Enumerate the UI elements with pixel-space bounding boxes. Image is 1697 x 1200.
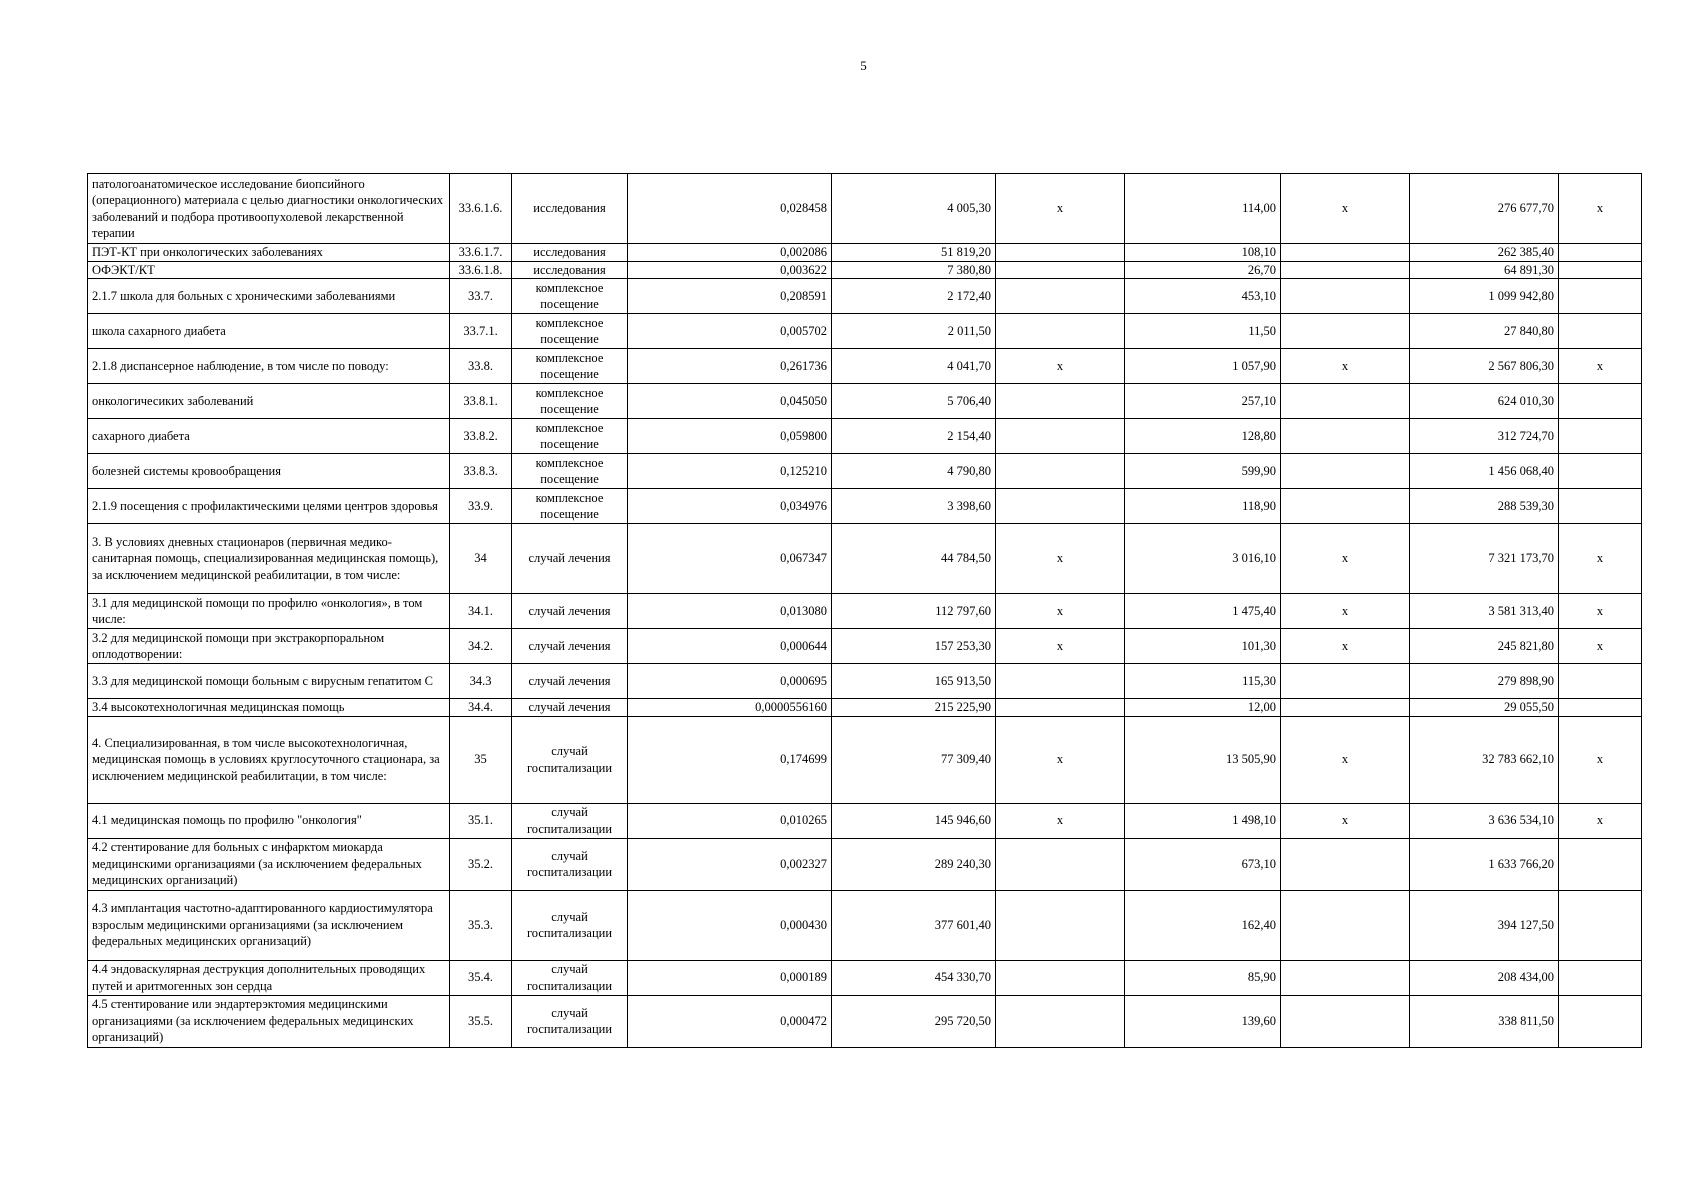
table-cell: 257,10 [1125,384,1281,419]
table-cell: 1 456 068,40 [1410,454,1559,489]
table-cell: 2 011,50 [832,314,996,349]
table-cell [996,244,1125,262]
table-cell: х [996,349,1125,384]
table-cell: 453,10 [1125,279,1281,314]
table-cell: 33.7. [450,279,512,314]
table-cell: 0,010265 [628,803,832,838]
table-cell: 33.7.1. [450,314,512,349]
table-cell: 4. Специализированная, в том числе высокотехнологичная, медицинская помощь в условиях круглосуточного стационара, за исключением медицинской реабилитации, в том числе: [88,716,450,803]
table-cell: 145 946,60 [832,803,996,838]
table-cell: х [1559,174,1642,244]
table-cell: х [1559,594,1642,629]
table-cell [1559,384,1642,419]
table-cell: болезней системы кровообращения [88,454,450,489]
tariff-table [87,173,1642,1048]
table-cell [1559,261,1642,279]
table-cell: 624 010,30 [1410,384,1559,419]
table-cell [1281,384,1410,419]
table-cell [1559,838,1642,890]
table-cell: 1 057,90 [1125,349,1281,384]
table-cell: 128,80 [1125,419,1281,454]
table-cell: 35.4. [450,960,512,995]
table-cell: 0,005702 [628,314,832,349]
table-cell: 288 539,30 [1410,489,1559,524]
table-cell: ОФЭКТ/КТ [88,261,450,279]
table-cell: исследования [512,244,628,262]
table-cell: комплексное посещение [512,384,628,419]
table-row [88,594,1642,629]
table-cell [996,489,1125,524]
table-row [88,838,1642,890]
table-cell: 208 434,00 [1410,960,1559,995]
table-cell: 29 055,50 [1410,699,1559,717]
table-cell: х [996,594,1125,629]
table-row [88,489,1642,524]
table-cell: 0,002086 [628,244,832,262]
table-cell: 0,067347 [628,524,832,594]
table-cell: 101,30 [1125,629,1281,664]
table-cell: х [1281,629,1410,664]
table-cell: 33.6.1.7. [450,244,512,262]
table-row [88,803,1642,838]
table-cell: 34 [450,524,512,594]
table-cell: 3 636 534,10 [1410,803,1559,838]
table-cell [1559,489,1642,524]
table-cell: случай госпитализации [512,803,628,838]
table-cell: 4.5 стентирование или эндартерэктомия медицинскими организациями (за исключением федеральных медицинских организаций) [88,995,450,1047]
table-cell: 85,90 [1125,960,1281,995]
table-cell: 0,000644 [628,629,832,664]
table-cell [996,890,1125,960]
table-cell: х [996,174,1125,244]
table-cell: х [996,524,1125,594]
table-cell: 162,40 [1125,890,1281,960]
page-number: 5 [860,58,867,73]
table-cell: исследования [512,261,628,279]
table-cell [1559,960,1642,995]
table-cell: случай госпитализации [512,960,628,995]
table-cell: 0,002327 [628,838,832,890]
table-row [88,699,1642,717]
table-cell: х [1281,524,1410,594]
table-cell: 377 601,40 [832,890,996,960]
table-cell: онкологичесиких заболеваний [88,384,450,419]
table-row [88,314,1642,349]
table-cell: 33.9. [450,489,512,524]
table-cell: 34.4. [450,699,512,717]
table-cell: 33.6.1.6. [450,174,512,244]
table-row [88,664,1642,699]
table-cell: 245 821,80 [1410,629,1559,664]
table-cell: х [1559,803,1642,838]
table-cell: х [1559,716,1642,803]
table-cell: х [1281,803,1410,838]
table-cell: 35.5. [450,995,512,1047]
table-cell [1281,244,1410,262]
table-cell: комплексное посещение [512,349,628,384]
table-cell: 215 225,90 [832,699,996,717]
table-cell: 0,000189 [628,960,832,995]
table-cell: 33.6.1.8. [450,261,512,279]
table-cell: 289 240,30 [832,838,996,890]
table-cell: 4.2 стентирование для больных с инфарктом миокарда медицинскими организациями (за исключением федеральных медицинских организаций) [88,838,450,890]
table-cell: 64 891,30 [1410,261,1559,279]
table-cell: 112 797,60 [832,594,996,629]
table-cell [1559,699,1642,717]
table-cell: х [996,629,1125,664]
table-row [88,174,1642,244]
table-cell: 3 016,10 [1125,524,1281,594]
table-cell: х [1559,629,1642,664]
table-cell: 0,0000556160 [628,699,832,717]
table-row [88,244,1642,262]
table-cell [1559,244,1642,262]
table-cell: 33.8.2. [450,419,512,454]
table-cell: патологоанатомическое исследование биопсийного (операционного) материала с целью диагностики онкологических заболеваний и подбора противоопухолевой лекарственной терапии [88,174,450,244]
table-cell: 13 505,90 [1125,716,1281,803]
table-row [88,524,1642,594]
table-cell [996,314,1125,349]
table-cell: 279 898,90 [1410,664,1559,699]
table-cell: 35.2. [450,838,512,890]
table-cell [1559,890,1642,960]
table-cell: случай госпитализации [512,838,628,890]
table-row [88,419,1642,454]
table-cell: 4 005,30 [832,174,996,244]
table-cell: школа сахарного диабета [88,314,450,349]
table-cell: 114,00 [1125,174,1281,244]
table-cell [1559,419,1642,454]
table-row [88,454,1642,489]
table-cell: 12,00 [1125,699,1281,717]
table-row [88,995,1642,1047]
table-cell: х [1559,524,1642,594]
table-cell: 32 783 662,10 [1410,716,1559,803]
table-cell: 34.2. [450,629,512,664]
table-cell [1281,489,1410,524]
table-cell [1281,279,1410,314]
table-cell: 115,30 [1125,664,1281,699]
table-cell: 27 840,80 [1410,314,1559,349]
table-cell [1281,454,1410,489]
table-cell: 7 321 173,70 [1410,524,1559,594]
table-cell [1281,314,1410,349]
table-cell: 0,000430 [628,890,832,960]
table-cell: 394 127,50 [1410,890,1559,960]
table-cell: 295 720,50 [832,995,996,1047]
table-cell [1281,890,1410,960]
table-cell [996,664,1125,699]
table-cell: 3 581 313,40 [1410,594,1559,629]
table-cell [996,699,1125,717]
table-cell: 33.8.1. [450,384,512,419]
table-cell: сахарного диабета [88,419,450,454]
table-cell [1559,314,1642,349]
table-cell: х [1281,716,1410,803]
table-row [88,261,1642,279]
table-cell [996,384,1125,419]
table-cell: 5 706,40 [832,384,996,419]
table-cell: 0,208591 [628,279,832,314]
table-cell: 0,059800 [628,419,832,454]
table-cell: 11,50 [1125,314,1281,349]
table-cell: случай госпитализации [512,995,628,1047]
table-cell: х [996,716,1125,803]
table-cell: случай лечения [512,664,628,699]
table-cell: х [996,803,1125,838]
table-cell: 1 498,10 [1125,803,1281,838]
table-cell: 35 [450,716,512,803]
table-cell: 2 172,40 [832,279,996,314]
table-cell [996,838,1125,890]
table-cell: 3.2 для медицинской помощи при экстракорпоральном оплодотворении: [88,629,450,664]
table-cell [1281,419,1410,454]
table-cell: 276 677,70 [1410,174,1559,244]
table-cell [996,279,1125,314]
table-cell [1559,664,1642,699]
table-cell: 0,000695 [628,664,832,699]
table-cell: 1 099 942,80 [1410,279,1559,314]
table-cell: комплексное посещение [512,279,628,314]
table-cell: случай лечения [512,594,628,629]
table-cell: 3. В условиях дневных стационаров (первичная медико-санитарная помощь, специализированная медицинская помощь), за исключением медицинской реабилитации, в том числе: [88,524,450,594]
table-cell: 599,90 [1125,454,1281,489]
table-cell: 51 819,20 [832,244,996,262]
table-cell [1559,454,1642,489]
table-cell: 26,70 [1125,261,1281,279]
table-cell: 3 398,60 [832,489,996,524]
table-cell: 3.4 высокотехнологичная медицинская помощь [88,699,450,717]
table-cell: 312 724,70 [1410,419,1559,454]
table-cell: 77 309,40 [832,716,996,803]
table-cell: 1 633 766,20 [1410,838,1559,890]
table-cell [1281,995,1410,1047]
table-cell: исследования [512,174,628,244]
table-cell: 0,174699 [628,716,832,803]
table-cell [996,261,1125,279]
table-cell: 33.8. [450,349,512,384]
table-cell: 262 385,40 [1410,244,1559,262]
table-row [88,349,1642,384]
table-cell [996,995,1125,1047]
table-cell: 2.1.9 посещения с профилактическими целями центров здоровья [88,489,450,524]
table-cell: 0,261736 [628,349,832,384]
table-cell: 0,034976 [628,489,832,524]
table-cell: ПЭТ-КТ при онкологических заболеваниях [88,244,450,262]
table-cell: 34.1. [450,594,512,629]
table-cell: 3.3 для медицинской помощи больным с вирусным гепатитом С [88,664,450,699]
table-row [88,716,1642,803]
table-cell [1281,960,1410,995]
table-cell: 108,10 [1125,244,1281,262]
table-cell: 7 380,80 [832,261,996,279]
table-cell [996,419,1125,454]
table-cell: 4.3 имплантация частотно-адаптированного кардиостимулятора взрослым медицинскими организациями (за исключением федеральных медицинских организаций) [88,890,450,960]
table-cell: 4.1 медицинская помощь по профилю "онкология" [88,803,450,838]
table-row [88,629,1642,664]
table-cell: 35.3. [450,890,512,960]
table-cell: 2 567 806,30 [1410,349,1559,384]
table-cell: комплексное посещение [512,454,628,489]
table-cell: х [1281,594,1410,629]
table-cell: случай госпитализации [512,890,628,960]
table-cell: 3.1 для медицинской помощи по профилю «онкология», в том числе: [88,594,450,629]
table-row [88,890,1642,960]
table-cell: комплексное посещение [512,419,628,454]
table-cell [1281,261,1410,279]
table-cell: 139,60 [1125,995,1281,1047]
table-cell: 44 784,50 [832,524,996,594]
table-cell [996,960,1125,995]
table-cell: 4 790,80 [832,454,996,489]
table-cell: 118,90 [1125,489,1281,524]
table-cell: х [1559,349,1642,384]
table-cell: комплексное посещение [512,489,628,524]
table-cell: случай госпитализации [512,716,628,803]
table-cell: 2.1.8 диспансерное наблюдение, в том числе по поводу: [88,349,450,384]
table-cell: 0,003622 [628,261,832,279]
table-cell: 33.8.3. [450,454,512,489]
table-cell: 4.4 эндоваскулярная деструкция дополнительных проводящих путей и аритмогенных зон сердца [88,960,450,995]
table-cell: 34.3 [450,664,512,699]
table-cell: случай лечения [512,699,628,717]
table-cell: 0,045050 [628,384,832,419]
table-cell: 0,028458 [628,174,832,244]
table-cell: 1 475,40 [1125,594,1281,629]
table-cell: 157 253,30 [832,629,996,664]
table-cell: случай лечения [512,629,628,664]
table-cell: 0,000472 [628,995,832,1047]
table-cell: 338 811,50 [1410,995,1559,1047]
table-cell: 0,013080 [628,594,832,629]
table-cell [996,454,1125,489]
table-cell: 673,10 [1125,838,1281,890]
table-cell: 0,125210 [628,454,832,489]
table-cell [1281,699,1410,717]
table-cell: комплексное посещение [512,314,628,349]
table-cell: 4 041,70 [832,349,996,384]
table-row [88,279,1642,314]
table-cell: х [1281,349,1410,384]
table-cell [1559,995,1642,1047]
table-cell: 2 154,40 [832,419,996,454]
table-row [88,384,1642,419]
table-cell: 454 330,70 [832,960,996,995]
table-cell: 2.1.7 школа для больных с хроническими заболеваниями [88,279,450,314]
table-row [88,960,1642,995]
table-cell [1281,838,1410,890]
table-cell: случай лечения [512,524,628,594]
table-cell: 165 913,50 [832,664,996,699]
table-cell [1559,279,1642,314]
table-cell [1281,664,1410,699]
table-cell: х [1281,174,1410,244]
table-cell: 35.1. [450,803,512,838]
